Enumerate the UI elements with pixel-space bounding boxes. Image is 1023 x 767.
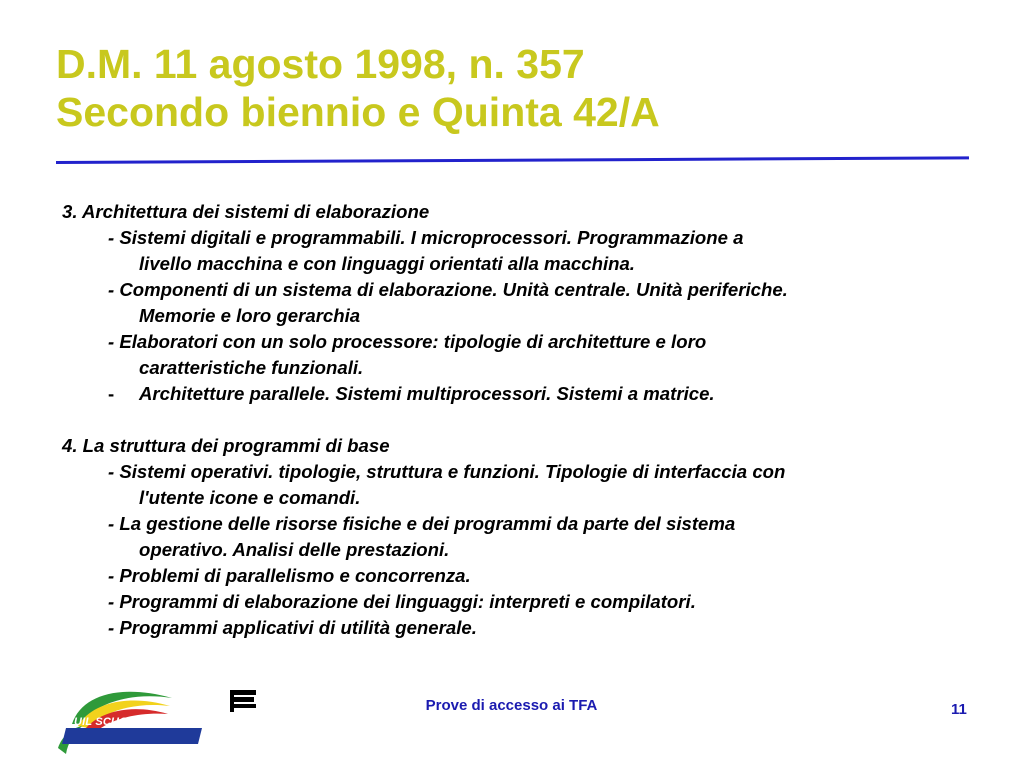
section-4-item <box>62 459 972 511</box>
title-line-1: D.M. 11 agosto 1998, n. 357 <box>56 41 585 87</box>
section-4-heading: 4. La struttura dei programmi di base <box>62 435 390 456</box>
item-text: - Componenti di un sistema di elaborazione. Unità centrale. Unità periferiche. <box>108 279 788 300</box>
section-3-item <box>62 381 972 407</box>
item-text-continued: Memorie e loro gerarchia <box>139 305 361 326</box>
item-text: - Sistemi digitali e programmabili. I microprocessori. Programmazione a <box>108 227 744 248</box>
section-3-heading: 3. Architettura dei sistemi di elaborazione <box>62 201 430 222</box>
footer-title: Prove di accesso ai TFA <box>425 697 598 714</box>
slide-body <box>62 199 972 641</box>
item-text: - Programmi applicativi di utilità generale. <box>108 617 477 638</box>
title-divider <box>56 156 969 164</box>
section-3-item <box>62 329 972 381</box>
item-text-continued: l'utente icone e comandi. <box>139 487 361 508</box>
item-text-continued: caratteristiche funzionali. <box>139 357 364 378</box>
slide-title <box>56 40 956 136</box>
item-text: - Programmi di elaborazione dei linguaggi: interpreti e compilatori. <box>108 591 696 612</box>
logo-text: UIL SCUOLA SIENA <box>74 716 181 728</box>
item-text: - Sistemi operativi. tipologie, struttura e funzioni. Tipologie di interfaccia con <box>108 461 786 482</box>
item-text-continued: operativo. Analisi delle prestazioni. <box>139 539 450 560</box>
section-4-item <box>62 563 972 589</box>
item-text-continued: livello macchina e con linguaggi orientati alla macchina. <box>139 253 635 274</box>
item-text: - Elaboratori con un solo processore: tipologie di architetture e loro <box>108 331 707 352</box>
section-3-item <box>62 225 972 277</box>
section-spacer <box>62 407 972 433</box>
page-number: 11 <box>951 701 967 718</box>
section-4-item <box>62 589 972 615</box>
bullet-dash: - <box>108 383 115 404</box>
section-4-item <box>62 511 972 563</box>
item-text: - La gestione delle risorse fisiche e dei programmi da parte del sistema <box>108 513 736 534</box>
uil-scuola-siena-logo <box>52 684 262 760</box>
title-line-2: Secondo biennio e Quinta 42/A <box>56 89 660 135</box>
section-4-item <box>62 615 972 641</box>
item-text: - Problemi di parallelismo e concorrenza. <box>108 565 471 586</box>
section-3-item <box>62 277 972 329</box>
item-text: Architetture parallele. Sistemi multiprocessori. Sistemi a matrice. <box>139 383 715 404</box>
